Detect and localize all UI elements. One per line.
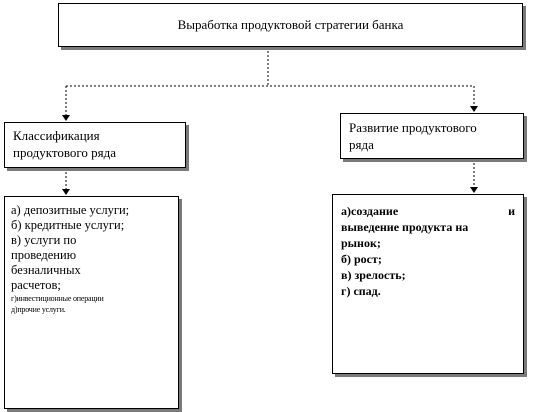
arrow-down-icon <box>62 189 70 195</box>
list-item: в) услуги по <box>11 233 77 247</box>
list-item: г)инвестиционные операции <box>11 294 104 303</box>
arrow-down-icon <box>470 106 478 112</box>
list-item <box>341 203 515 219</box>
list-item: а) депозитные услуги; <box>11 203 130 217</box>
strategy-title-box <box>58 3 523 47</box>
lifecycle-item-word: и <box>508 204 515 218</box>
list-item: расчетов; <box>11 278 61 292</box>
classification-box <box>4 122 186 168</box>
list-item: безналичных <box>11 263 81 277</box>
development-heading-line2: ряда <box>349 137 374 152</box>
classification-heading-line2: продуктового ряда <box>13 145 117 160</box>
list-item: проведению <box>11 248 77 262</box>
list-item: выведение продукта на <box>341 220 469 234</box>
list-item: в) зрелость; <box>341 268 406 282</box>
lifecycle-item-word: а)создание <box>341 204 399 218</box>
arrow-down-icon <box>470 187 478 193</box>
list-item: б) кредитные услуги; <box>11 218 125 232</box>
classification-heading-line1: Классификация <box>13 128 100 143</box>
development-box <box>340 113 524 159</box>
lifecycle-list-box <box>332 194 524 374</box>
development-heading-line1: Развитие продуктового <box>349 120 477 135</box>
services-list-box <box>4 196 179 409</box>
list-item: рынок; <box>341 236 381 250</box>
list-item: г) спад. <box>341 284 381 298</box>
strategy-title: Выработка продуктовой стратегии банка <box>177 17 404 32</box>
list-item: д)прочие услуги. <box>11 305 66 314</box>
list-item: б) рост; <box>341 252 382 266</box>
arrow-down-icon <box>62 115 70 121</box>
